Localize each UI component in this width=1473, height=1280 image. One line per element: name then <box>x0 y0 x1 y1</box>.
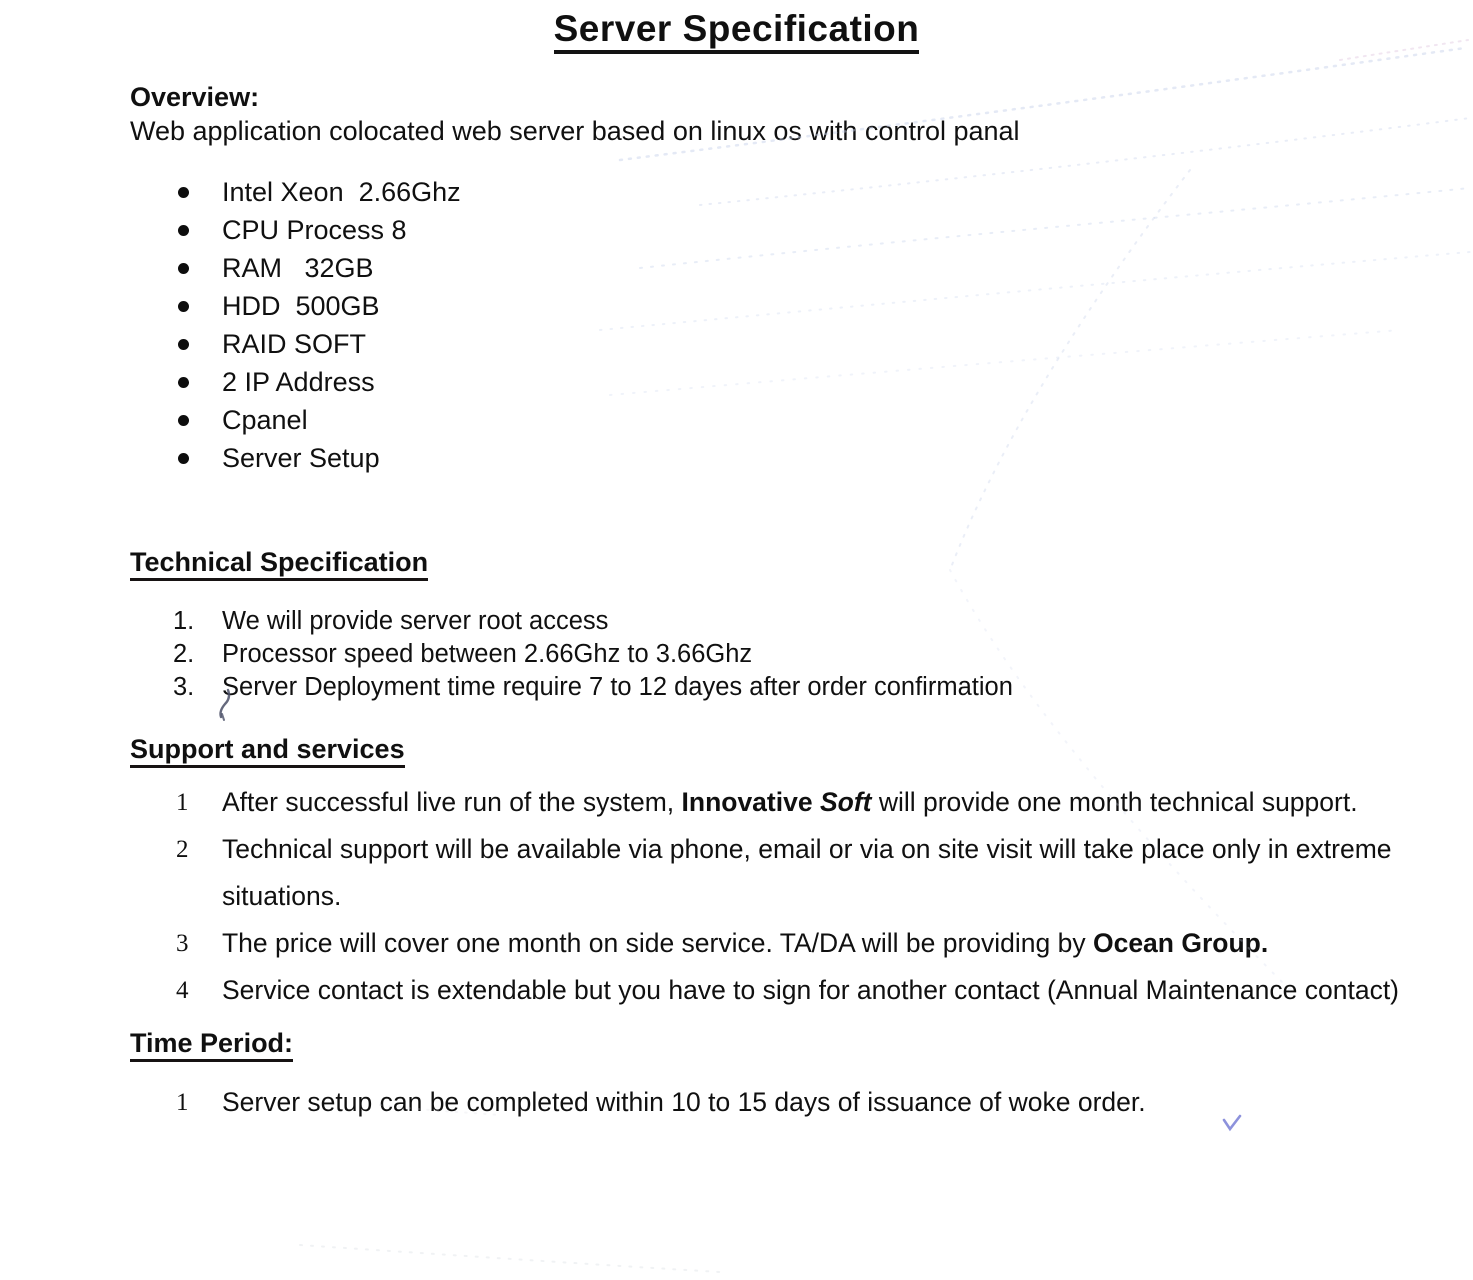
spec-item-label: RAM 32GB <box>222 252 374 283</box>
support-item <box>176 967 1473 1014</box>
item-text <box>222 826 1407 920</box>
tech-spec-item <box>173 605 1473 638</box>
spec-item <box>178 363 1473 401</box>
spec-item <box>178 325 1473 363</box>
spec-item <box>178 249 1473 287</box>
spec-list <box>178 173 1473 477</box>
overview-description: Web application colocated web server based on linux os with control panal <box>130 116 1020 146</box>
page-title: Server Specification <box>0 0 1473 50</box>
item-text-segment: will provide one month technical support. <box>871 787 1358 817</box>
item-text: We will provide server root access <box>222 607 609 635</box>
spec-item <box>178 173 1473 211</box>
overview-heading: Overview: <box>130 82 260 112</box>
item-number: 3. <box>173 673 195 701</box>
spec-item <box>178 401 1473 439</box>
item-text: Server setup can be completed within 10 to 15 days of issuance of woke order. <box>222 1087 1146 1117</box>
tech-spec-item <box>173 671 1473 704</box>
tech-spec-item <box>173 638 1473 671</box>
item-text <box>222 967 1399 1014</box>
bullet-icon <box>178 263 189 274</box>
item-text: Processor speed between 2.66Ghz to 3.66Ghz <box>222 640 753 668</box>
item-number: 1 <box>176 789 189 816</box>
item-text <box>222 920 1268 967</box>
technical-specification-heading: Technical Specification <box>130 547 1473 578</box>
time-period-list <box>176 1079 1473 1126</box>
spec-item <box>178 211 1473 249</box>
spec-item <box>178 287 1473 325</box>
item-number: 2. <box>173 640 195 668</box>
support-item <box>176 826 1473 920</box>
bullet-icon <box>178 453 189 464</box>
spec-item-label: CPU Process 8 <box>222 214 407 245</box>
bullet-icon <box>178 225 189 236</box>
spec-item <box>178 439 1473 477</box>
item-text-segment: Service contact is extendable but you have to sign for another contact (Annual Maintenance contact) <box>222 975 1400 1005</box>
bullet-icon <box>178 415 189 426</box>
bullet-icon <box>178 301 189 312</box>
bullet-icon <box>178 187 189 198</box>
technical-specification-list <box>173 605 1473 704</box>
item-number: 1 <box>176 1089 189 1116</box>
spec-item-label: 2 IP Address <box>222 366 375 397</box>
spec-item-label: RAID SOFT <box>222 328 367 359</box>
item-number: 4 <box>176 977 189 1004</box>
item-text: Server Deployment time require 7 to 12 dayes after order confirmation <box>222 673 1013 701</box>
item-text-segment: The price will cover one month on side service. TA/DA will be providing by <box>222 928 1093 958</box>
spec-item-label: Cpanel <box>222 404 308 435</box>
item-text-bold-italic-segment: Soft <box>819 787 872 817</box>
time-period-item <box>176 1079 1473 1126</box>
bullet-icon <box>178 377 189 388</box>
spec-item-label: Server Setup <box>222 442 380 473</box>
spec-item-label: Intel Xeon 2.66Ghz <box>222 176 461 207</box>
item-text-segment: After successful live run of the system, <box>222 787 682 817</box>
support-and-services-heading: Support and services <box>130 734 1473 765</box>
time-period-heading: Time Period: <box>130 1028 1473 1059</box>
item-number: 3 <box>176 930 189 957</box>
item-number: 1. <box>173 607 195 635</box>
support-item <box>176 920 1473 967</box>
item-text <box>222 779 1358 826</box>
item-number: 2 <box>176 836 189 863</box>
support-and-services-list <box>176 779 1473 1014</box>
support-item <box>176 779 1473 826</box>
spec-item-label: HDD 500GB <box>222 290 380 321</box>
item-text-segment: Technical support will be available via phone, email or via on site visit will take place only in extreme situations. <box>222 834 1392 911</box>
item-text-bold-segment: Innovative <box>681 787 820 817</box>
item-text-bold-segment: Ocean Group. <box>1092 928 1269 958</box>
bullet-icon <box>178 339 189 350</box>
